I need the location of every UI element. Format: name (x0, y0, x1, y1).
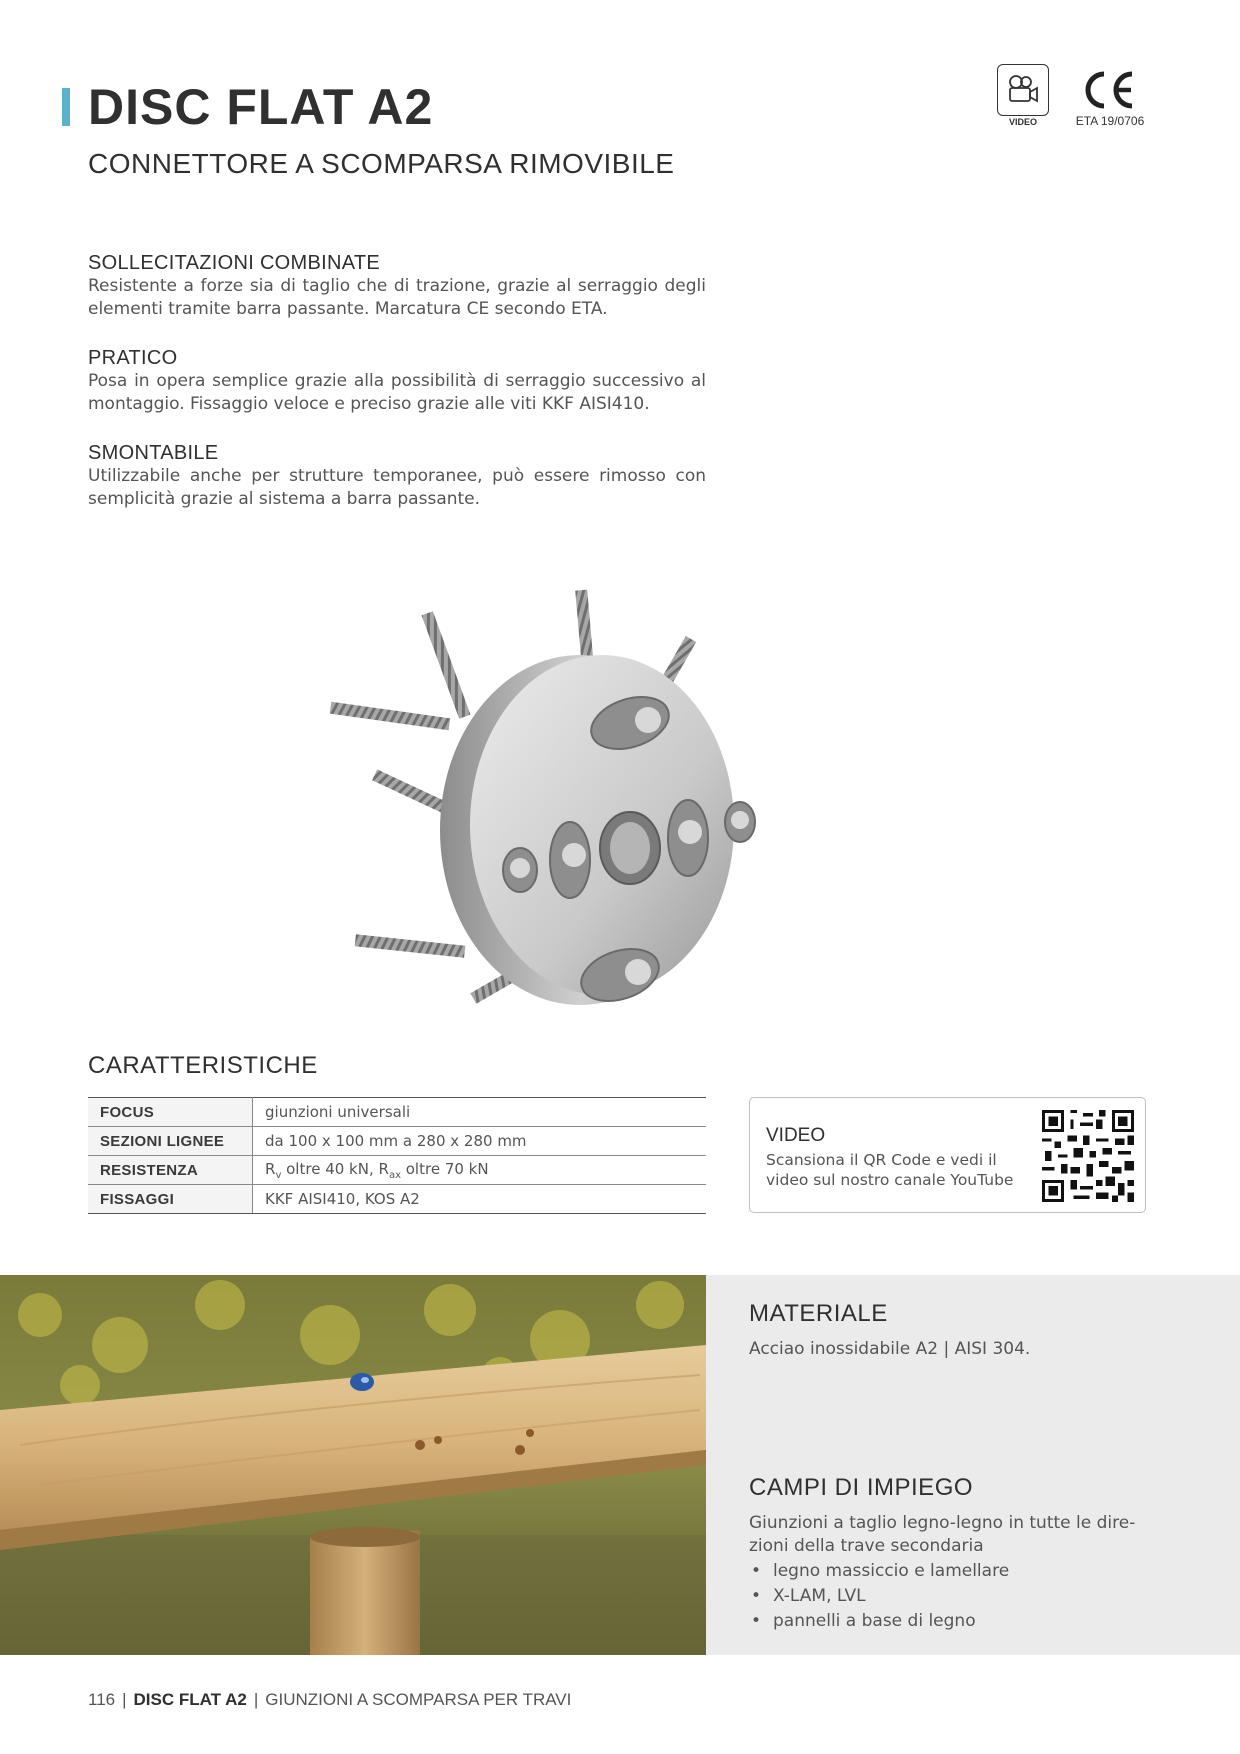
table-value: da 100 x 100 mm a 280 x 280 mm (253, 1127, 707, 1156)
characteristics-table (88, 1097, 706, 1214)
list-item: • legno massiccio e lamellare (749, 1559, 1009, 1584)
campi-title: CAMPI DI IMPIEGO (749, 1474, 974, 1501)
video-camera-icon (998, 65, 1047, 114)
campi-intro: Giunzioni a taglio legno-legno in tutte le dire-zioni della trave secondaria (749, 1513, 1136, 1556)
feature-text: Utilizzabile anche per strutture temporanee, può essere rimosso con semplicità grazie al sistema a barra passante. (88, 466, 706, 509)
table-value: giunzioni universali (253, 1098, 707, 1127)
table-key: SEZIONI LIGNEE (88, 1127, 253, 1156)
feature-text: Posa in opera semplice grazie alla possibilità di serraggio successivo al montaggio. Fissaggio veloce e preciso grazie alle viti KKF AISI410. (88, 371, 706, 414)
eta-certification: ETA 19/0706 (1075, 114, 1145, 128)
feature-text: Resistente a forze sia di taglio che di trazione, grazie al serraggio degli elementi tramite barra passante. Marcatura CE secondo ETA. (88, 276, 706, 319)
list-item: • X-LAM, LVL (749, 1584, 1009, 1609)
video-box-title: VIDEO (766, 1125, 826, 1146)
video-badge[interactable] (997, 64, 1049, 116)
feature-heading: SMONTABILE (88, 442, 219, 464)
feature-block (88, 442, 706, 511)
table-value: $R_v$ oltre 40 kN, $R_{ax}$ oltre 70 kN (253, 1156, 707, 1185)
table-row (88, 1185, 706, 1214)
ce-mark-icon (1080, 68, 1140, 112)
feature-block (88, 347, 706, 416)
page-title: DISC FLAT A2 (88, 79, 434, 135)
footer-section: GIUNZIONI A SCOMPARSA PER TRAVI (265, 1690, 572, 1709)
feature-block (88, 252, 706, 321)
materiale-title: MATERIALE (749, 1300, 888, 1327)
table-row (88, 1156, 706, 1185)
table-row (88, 1127, 706, 1156)
list-item: • pannelli a base di legno (749, 1609, 1009, 1634)
page-footer: 116 | DISC FLAT A2 | GIUNZIONI A SCOMPARSA PER TRAVI (88, 1690, 572, 1709)
materiale-text: Acciao inossidabile A2 | AISI 304. (749, 1339, 1031, 1359)
table-key: FISSAGGI (88, 1185, 253, 1214)
footer-product: DISC FLAT A2 (133, 1690, 247, 1709)
video-box-text: Scansiona il QR Code e vedi il video sul nostro canale YouTube (766, 1151, 1014, 1189)
table-key: FOCUS (88, 1098, 253, 1127)
title-accent-bar (62, 88, 70, 126)
feature-heading: PRATICO (88, 347, 178, 369)
table-value: KKF AISI410, KOS A2 (253, 1185, 707, 1214)
table-row (88, 1098, 706, 1127)
campi-list (749, 1559, 1009, 1634)
page-number: 116 (88, 1690, 116, 1709)
feature-heading: SOLLECITAZIONI COMBINATE (88, 252, 381, 274)
qr-code[interactable] (1042, 1110, 1134, 1202)
table-key: RESISTENZA (88, 1156, 253, 1185)
characteristics-title: CARATTERISTICHE (88, 1052, 318, 1079)
application-photo (0, 1275, 706, 1655)
page-subtitle: CONNETTORE A SCOMPARSA RIMOVIBILE (88, 148, 675, 179)
product-image (330, 580, 800, 1020)
video-badge-label: VIDEO (1008, 117, 1037, 127)
